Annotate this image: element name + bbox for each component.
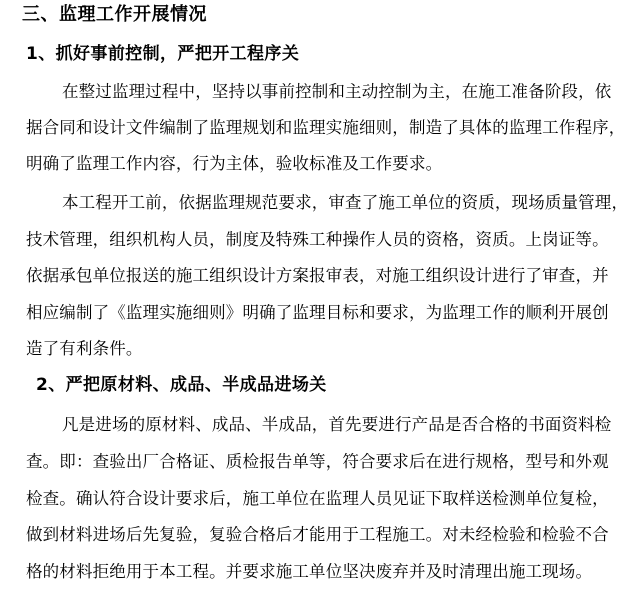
paragraph-line: 依据承包单位报送的施工组织设计方案报审表，对施工组织设计进行了审查，并 [26, 266, 609, 285]
paragraph-line: 造了有利条件。 [26, 339, 143, 358]
section-heading: 三、监理工作开展情况 [22, 4, 207, 25]
paragraph-line: 做到材料进场后先复验，复验合格后才能用于工程施工。对未经检验和检验不合 [26, 525, 609, 544]
paragraph-line: 据合同和设计文件编制了监理规划和监理实施细则，制造了具体的监理工作程序， [26, 118, 626, 137]
paragraph-line: 查。即：查验出厂合格证、质检报告单等，符合要求后在进行规格，型号和外观 [26, 452, 609, 471]
paragraph-line: 检查。确认符合设计要求后，施工单位在监理人员见证下取样送检测单位复检， [26, 489, 609, 508]
paragraph-line: 本工程开工前，依据监理规范要求，审查了施工单位的资质，现场质量管理， [62, 193, 629, 212]
paragraph-line: 凡是进场的原材料、成品、半成品，首先要进行产品是否合格的书面资料检 [62, 415, 612, 434]
paragraph-line: 相应编制了《监理实施细则》明确了监理目标和要求，为监理工作的顺利开展创 [26, 303, 609, 322]
paragraph-line: 格的材料拒绝用于本工程。并要求施工单位坚决废弃并及时清理出施工现场。 [26, 562, 593, 581]
paragraph-line: 明确了监理工作内容，行为主体，验收标准及工作要求。 [26, 154, 443, 173]
paragraph-line: 技术管理，组织机构人员，制度及特殊工种操作人员的资格，资质。上岗证等。 [26, 230, 609, 249]
paragraph-line: 在整过监理过程中，坚持以事前控制和主动控制为主，在施工准备阶段，依 [62, 82, 612, 101]
subsection-title-2: 2、严把原材料、成品、半成品进场关 [36, 375, 327, 395]
subsection-title-1: 1、抓好事前控制，严把开工程序关 [26, 44, 300, 64]
